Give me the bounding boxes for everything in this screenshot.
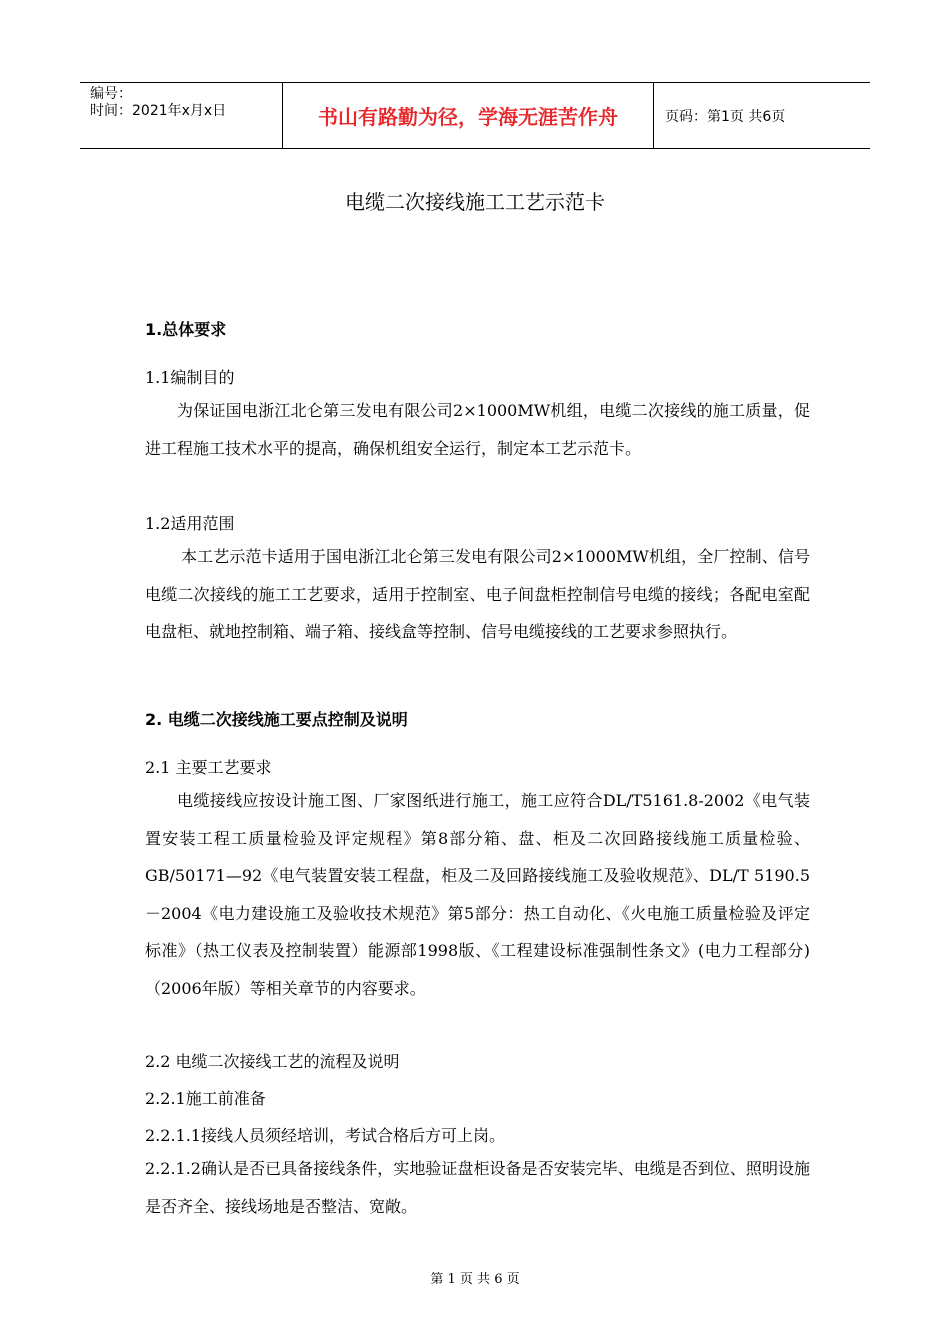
- page-footer: 第 1 页 共 6 页: [430, 1272, 520, 1287]
- section-1-2-paragraph: 本工艺示范卡适用于国电浙江北仑第三发电有限公司2×1000MW机组，全厂控制、信号电缆二次接线的施工工艺要求，适用于控制室、电子间盘柜控制信号电缆的接线；各配电室配电盘柜、就地控制箱、端子箱、接线盒等控制、信号电缆接线的工艺要求参照执行。: [145, 547, 810, 641]
- header-meta: [80, 83, 282, 148]
- item-2-2-1-1: 2.2.1.1接线人员须经培训，考试合格后方可上岗。: [145, 1126, 505, 1145]
- number-label: 编号：: [90, 86, 132, 102]
- section-1-heading: 1.总体要求: [145, 320, 227, 339]
- header-motto: 书山有路勤为径，学海无涯苦作舟: [282, 83, 654, 148]
- section-1-1-heading: 1.1编制目的: [145, 368, 235, 387]
- section-1-1-paragraph: 为保证国电浙江北仑第三发电有限公司2×1000MW机组，电缆二次接线的施工质量，促进工程施工技术水平的提高，确保机组安全运行，制定本工艺示范卡。: [145, 401, 810, 458]
- header-page-info: 页码：第1页 共6页: [665, 108, 786, 125]
- section-2-1-heading: 2.1 主要工艺要求: [145, 758, 272, 777]
- section-1-2-heading: 1.2适用范围: [145, 514, 235, 533]
- item-2-2-1-2: 2.2.1.2确认是否已具备接线条件，实地验证盘柜设备是否安装完毕、电缆是否到位、照明设施是否齐全、接线场地是否整洁、宽敞。: [145, 1159, 810, 1216]
- section-2-2-1-heading: 2.2.1施工前准备: [145, 1089, 266, 1108]
- section-2-1-paragraph: 电缆接线应按设计施工图、厂家图纸进行施工，施工应符合DL/T5161.8-2002《电气装置安装工程工质量检验及评定规程》第8部分箱、盘、柜及二次回路接线施工质量检验、GB/50171—92《电气装置安装工程盘，柜及二及回路接线施工及验收规范》、DL/T 5190.5－2004《电力建设施工及验收技术规范》第5部分：热工自动化、《火电施工质量检验及评定标准》（热工仪表及控制装置）能源部1998版、《工程建设标准强制性条文》(电力工程部分)（2006年版）等相关章节的内容要求。: [145, 791, 810, 998]
- section-2-heading: 2. 电缆二次接线施工要点控制及说明: [145, 710, 408, 729]
- page-header: [80, 82, 870, 149]
- time-label: 时间：2021年x月x日: [90, 103, 227, 119]
- section-2-2-heading: 2.2 电缆二次接线工艺的流程及说明: [145, 1052, 400, 1071]
- document-title: 电缆二次接线施工工艺示范卡: [345, 190, 605, 214]
